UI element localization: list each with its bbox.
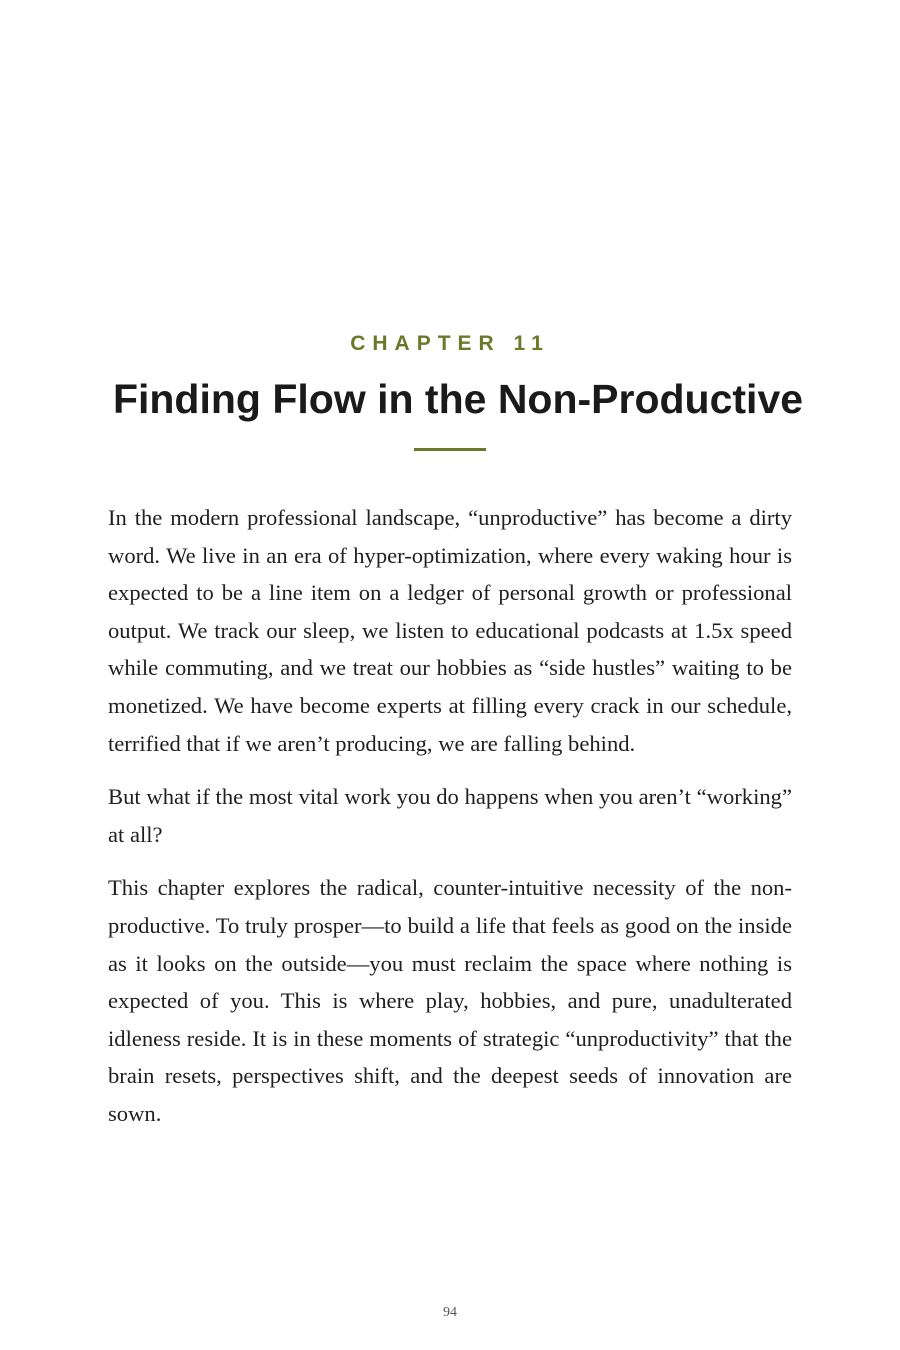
page-number: 94 bbox=[443, 1305, 457, 1320]
paragraph-3: This chapter explores the radical, counter-intuitive necessity of the non-productive. To truly prosper—to build a life that feels as good on the inside as it looks on the outside—you must reclaim the space where nothing is expected of you. This is where play, hobbies, and pure, unadulterated idleness reside. It is in these moments of strategic “unproductivity” that the brain resets, perspectives shift, and the deepest seeds of innovation are sown. bbox=[108, 875, 792, 1126]
paragraph-2: But what if the most vital work you do happens when you aren’t “working” at all? bbox=[108, 784, 792, 847]
title-divider bbox=[414, 448, 486, 451]
paragraph-1: In the modern professional landscape, “unproductive” has become a dirty word. We live in an era of hyper-optimization, where every waking hour is expected to be a line item on a ledger of personal growth or professional output. We track our sleep, we listen to educational podcasts at 1.5x speed while commuting, and we treat our hobbies as “side hustles” waiting to be monetized. We have become experts at filling every crack in our schedule, terrified that if we aren’t producing, we are falling behind. bbox=[108, 505, 792, 756]
chapter-label: CHAPTER 11 bbox=[350, 332, 550, 355]
chapter-body bbox=[108, 499, 792, 1149]
chapter-title: Finding Flow in the Non-Productive bbox=[112, 376, 804, 422]
